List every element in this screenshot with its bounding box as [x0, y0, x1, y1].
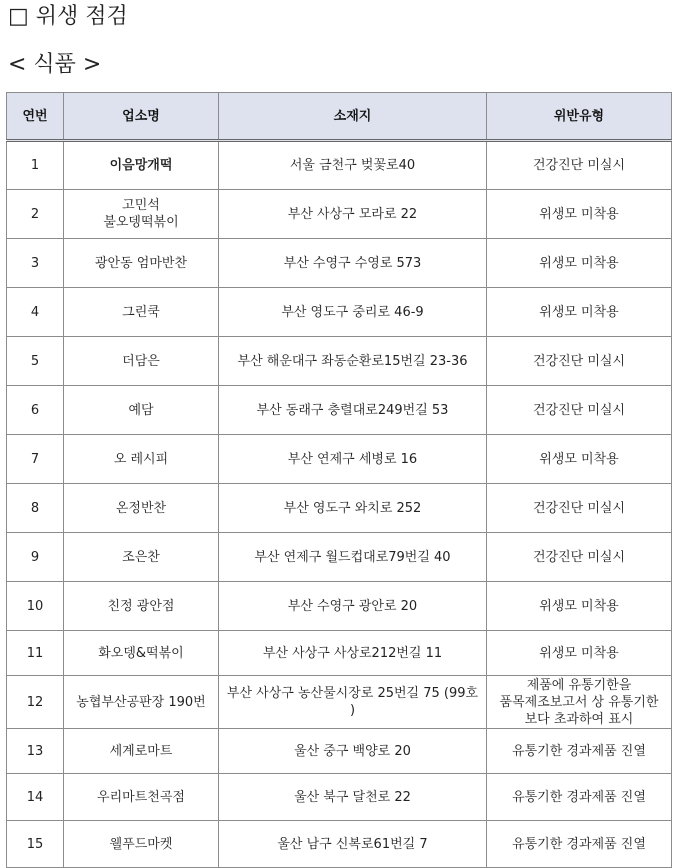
cell-address: 울산 북구 달천로 22 — [219, 774, 487, 821]
cell-no: 8 — [7, 484, 64, 533]
cell-no: 6 — [7, 386, 64, 435]
cell-no: 13 — [7, 729, 64, 774]
cell-address: 부산 사상구 농산물시장로 25번길 75 (99호 ) — [219, 676, 487, 729]
table-row — [7, 435, 672, 484]
cell-violation-type: 제품에 유통기한을 품목제조보고서 상 유통기한 보다 초과하여 표시 — [487, 676, 672, 729]
cell-no: 11 — [7, 631, 64, 676]
cell-violation-type: 건강진단 미실시 — [487, 141, 672, 190]
table-row — [7, 774, 672, 821]
cell-no: 2 — [7, 190, 64, 239]
cell-business-name: 조은찬 — [64, 533, 219, 582]
cell-violation-type: 건강진단 미실시 — [487, 386, 672, 435]
cell-no: 15 — [7, 821, 64, 868]
cell-no: 3 — [7, 239, 64, 288]
header-violation-type: 위반유형 — [487, 93, 672, 141]
cell-business-name: 고민석 불오뎅떡볶이 — [64, 190, 219, 239]
cell-no: 5 — [7, 337, 64, 386]
cell-address: 울산 남구 신복로61번길 7 — [219, 821, 487, 868]
cell-violation-type: 건강진단 미실시 — [487, 484, 672, 533]
cell-no: 12 — [7, 676, 64, 729]
cell-business-name: 우리마트천곡점 — [64, 774, 219, 821]
table-row — [7, 631, 672, 676]
cell-no: 4 — [7, 288, 64, 337]
cell-business-name: 친정 광안점 — [64, 582, 219, 631]
table-row — [7, 190, 672, 239]
section-heading: □ 위생 점검 — [8, 4, 128, 29]
header-address: 소재지 — [219, 93, 487, 141]
cell-address: 울산 중구 백양로 20 — [219, 729, 487, 774]
table-row — [7, 729, 672, 774]
cell-violation-type: 건강진단 미실시 — [487, 337, 672, 386]
cell-business-name: 온정반찬 — [64, 484, 219, 533]
table-row — [7, 582, 672, 631]
inspection-table — [6, 92, 672, 868]
cell-address: 부산 연제구 세병로 16 — [219, 435, 487, 484]
cell-violation-type: 위생모 미착용 — [487, 239, 672, 288]
cell-business-name: 예담 — [64, 386, 219, 435]
header-business-name: 업소명 — [64, 93, 219, 141]
cell-address: 부산 사상구 사상로212번길 11 — [219, 631, 487, 676]
table-row — [7, 386, 672, 435]
cell-business-name: 광안동 엄마반찬 — [64, 239, 219, 288]
table-row — [7, 239, 672, 288]
cell-violation-type: 유통기한 경과제품 진열 — [487, 774, 672, 821]
cell-no: 10 — [7, 582, 64, 631]
cell-address: 부산 동래구 충렬대로249번길 53 — [219, 386, 487, 435]
cell-violation-type: 위생모 미착용 — [487, 631, 672, 676]
cell-business-name: 농협부산공판장 190번 — [64, 676, 219, 729]
table-row — [7, 288, 672, 337]
cell-business-name: 오 레시피 — [64, 435, 219, 484]
table-row — [7, 533, 672, 582]
cell-business-name: 이음망개떡 — [64, 141, 219, 190]
cell-address: 부산 영도구 중리로 46-9 — [219, 288, 487, 337]
cell-violation-type: 위생모 미착용 — [487, 435, 672, 484]
cell-no: 14 — [7, 774, 64, 821]
cell-address: 부산 영도구 와치로 252 — [219, 484, 487, 533]
cell-violation-type: 위생모 미착용 — [487, 190, 672, 239]
category-subheading: < 식품 > — [8, 52, 102, 77]
cell-address: 부산 해운대구 좌동순환로15번길 23-36 — [219, 337, 487, 386]
table-row — [7, 821, 672, 868]
cell-no: 1 — [7, 141, 64, 190]
table-row — [7, 141, 672, 190]
table-body — [7, 141, 672, 868]
cell-business-name: 그린쿡 — [64, 288, 219, 337]
cell-violation-type: 건강진단 미실시 — [487, 533, 672, 582]
cell-address: 부산 수영구 수영로 573 — [219, 239, 487, 288]
cell-address: 부산 연제구 월드컵대로79번길 40 — [219, 533, 487, 582]
cell-violation-type: 유통기한 경과제품 진열 — [487, 821, 672, 868]
cell-business-name: 웰푸드마켓 — [64, 821, 219, 868]
cell-business-name: 화오뎅&떡볶이 — [64, 631, 219, 676]
cell-no: 7 — [7, 435, 64, 484]
header-no: 연번 — [7, 93, 64, 141]
cell-address: 서울 금천구 벚꽃로40 — [219, 141, 487, 190]
cell-no: 9 — [7, 533, 64, 582]
table-row — [7, 676, 672, 729]
table-row — [7, 484, 672, 533]
cell-violation-type: 위생모 미착용 — [487, 582, 672, 631]
cell-violation-type: 위생모 미착용 — [487, 288, 672, 337]
table-row — [7, 337, 672, 386]
cell-violation-type: 유통기한 경과제품 진열 — [487, 729, 672, 774]
table-header-row — [7, 93, 672, 141]
cell-business-name: 세계로마트 — [64, 729, 219, 774]
cell-business-name: 더담은 — [64, 337, 219, 386]
cell-address: 부산 수영구 광안로 20 — [219, 582, 487, 631]
inspection-table-container — [6, 92, 671, 852]
cell-address: 부산 사상구 모라로 22 — [219, 190, 487, 239]
